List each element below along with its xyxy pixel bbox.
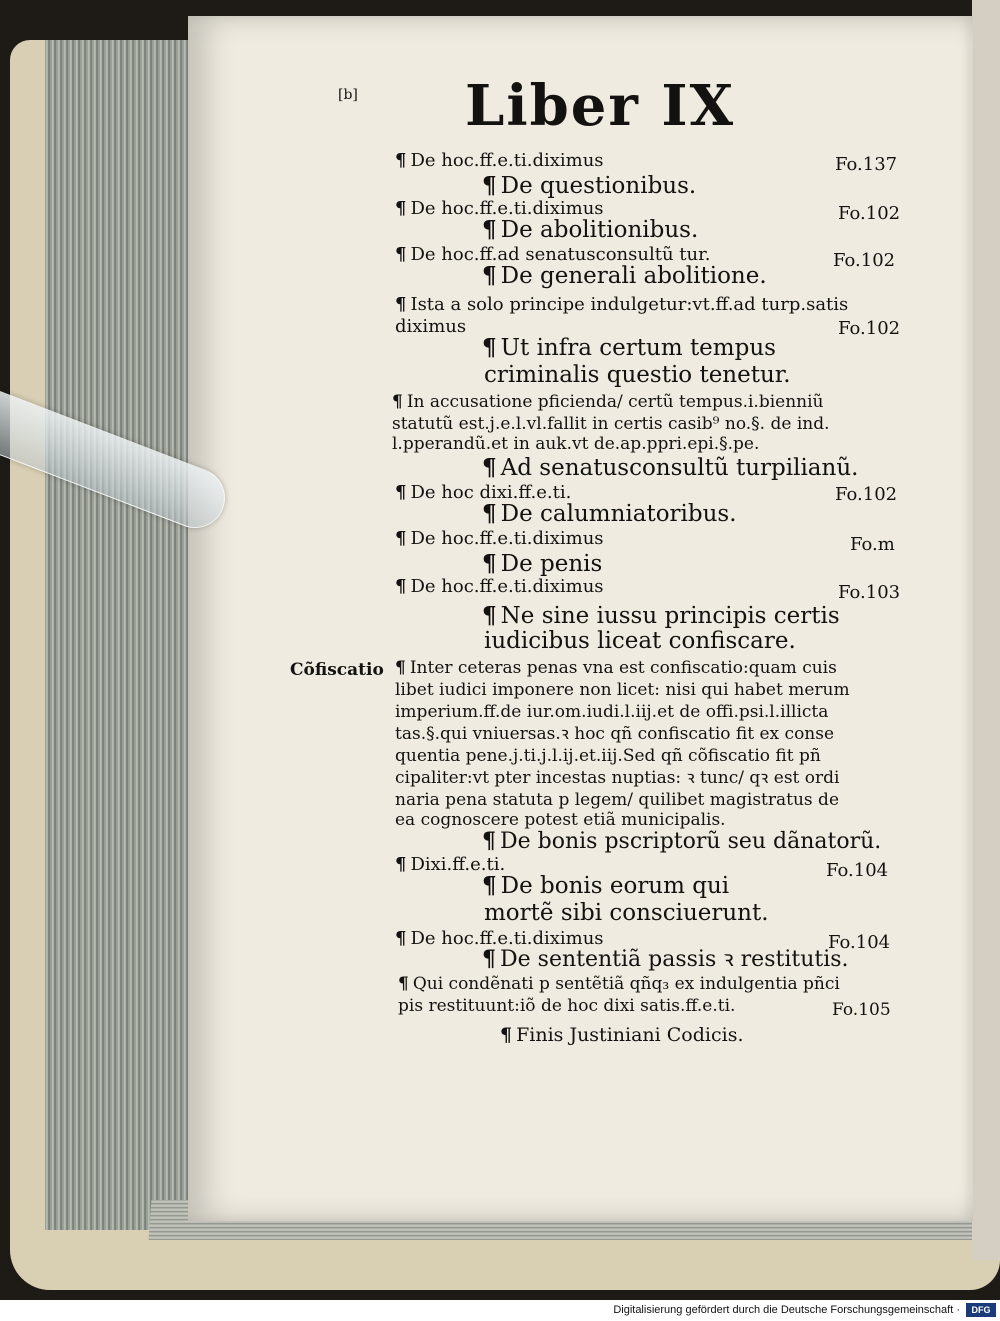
footer-bar: [0, 1300, 1000, 1321]
folio-ref: Fo.104: [828, 932, 891, 953]
pilcrow-icon: ¶: [395, 482, 407, 503]
section-heading: ¶ Ne sine iussu principis certis: [482, 602, 840, 629]
section-heading: ¶ Ut infra certum tempus: [482, 334, 776, 361]
pilcrow-icon: ¶: [395, 658, 406, 678]
pilcrow-icon: ¶: [482, 550, 497, 577]
folio-ref: Fo.102: [838, 203, 901, 224]
section-heading: ¶ De abolitionibus.: [482, 216, 699, 243]
folio-ref: Fo.103: [838, 582, 901, 603]
text-line: ¶ Dixi.ff.e.ti.: [395, 854, 506, 875]
pilcrow-icon: ¶: [395, 528, 407, 549]
text-line: ¶ Qui condẽnati p sentẽtiã qñq₃ ex indulgentia pñci: [398, 974, 840, 994]
section-heading: ¶ De bonis eorum qui: [482, 872, 730, 899]
dfg-logo-icon: DFG: [966, 1303, 996, 1317]
text-line: ¶ In accusatione pficienda/ certũ tempus.i.bienniũ: [392, 392, 824, 412]
pilcrow-icon: ¶: [482, 946, 496, 972]
text-line: ¶ De hoc.ff.e.ti.diximus: [395, 928, 604, 949]
text-line: ¶ De hoc.ff.ad senatusconsultũ tur.: [395, 244, 711, 265]
folio-ref: Fo.104: [826, 860, 889, 881]
text-line: tas.§.qui vniuersas.ꝛ hoc qñ confiscatio fit ex conse: [395, 724, 835, 744]
pilcrow-icon: ¶: [500, 1024, 513, 1046]
folio-ref: Fo.105: [832, 1000, 891, 1020]
pilcrow-icon: ¶: [482, 262, 497, 289]
folio-ref: Fo.102: [835, 484, 898, 505]
pilcrow-icon: ¶: [482, 828, 496, 854]
section-heading: ¶ De penis: [482, 550, 603, 577]
pilcrow-icon: ¶: [482, 872, 497, 899]
section-heading: criminalis questio tenetur.: [484, 362, 791, 388]
text-line: ¶ De hoc dixi.ff.e.ti.: [395, 482, 572, 503]
pilcrow-icon: ¶: [395, 854, 407, 875]
explicit-line: ¶ Finis Justiniani Codicis.: [500, 1024, 744, 1046]
page-stack: [45, 40, 195, 1230]
text-line: ¶ De hoc.ff.e.ti.diximus: [395, 150, 604, 171]
text-line: l.pperandũ.et in auk.vt de.ap.ppri.epi.§.pe.: [392, 434, 760, 454]
text-line: ¶ De hoc.ff.e.ti.diximus: [395, 528, 604, 549]
section-heading: ¶ De questionibus.: [482, 172, 697, 199]
text-line: libet iudici imponere non licet: nisi qui habet merum: [395, 680, 850, 700]
pilcrow-icon: ¶: [482, 216, 497, 243]
text-line: ¶ De hoc.ff.e.ti.diximus: [395, 198, 604, 219]
pilcrow-icon: ¶: [395, 294, 407, 315]
pilcrow-icon: ¶: [482, 500, 497, 527]
folio-ref: Fo.m: [850, 534, 895, 555]
page-title: Liber IX: [465, 73, 736, 139]
pilcrow-icon: ¶: [395, 244, 407, 265]
pilcrow-icon: ¶: [482, 172, 497, 199]
pilcrow-icon: ¶: [398, 974, 409, 994]
text-line: naria pena statuta p legem/ quilibet magistratus de: [395, 790, 840, 810]
text-line: ¶ Inter ceteras penas vna est confiscatio:quam cuis: [395, 658, 837, 678]
folio-ref: Fo.137: [835, 154, 898, 175]
pilcrow-icon: ¶: [482, 334, 497, 361]
pilcrow-icon: ¶: [395, 576, 407, 597]
section-heading: ¶ De sententiã passis ꝛ restitutis.: [482, 946, 849, 972]
pilcrow-icon: ¶: [395, 150, 407, 171]
folio-ref: Fo.102: [833, 250, 896, 271]
section-heading: ¶ Ad senatusconsultũ turpilianũ.: [482, 454, 859, 481]
text-line: quentia pene.j.ti.j.l.ij.et.iij.Sed qñ cõfiscatio fit pñ: [395, 746, 821, 766]
text-line: diximus: [395, 316, 467, 337]
text-line: imperium.ff.de iur.om.iudi.l.iij.et de offi.psi.l.illicta: [395, 702, 829, 722]
pilcrow-icon: ¶: [395, 928, 407, 949]
facing-page-edge: [972, 0, 1000, 1260]
funding-credit: Digitalisierung gefördert durch die Deutsche Forschungsgemeinschaft ·: [613, 1304, 960, 1316]
text-line: statutũ est.j.e.l.vl.fallit in certis casib⁹ no.§. de ind.: [392, 414, 830, 434]
text-line: ¶ Ista a solo principe indulgetur:vt.ff.ad turp.satis: [395, 294, 849, 315]
pilcrow-icon: ¶: [482, 602, 497, 629]
section-heading: ¶ De calumniatoribus.: [482, 500, 737, 527]
text-line: pis restituunt:iõ de hoc dixi satis.ff.e.ti.: [398, 996, 736, 1016]
margin-note: Cõfiscatio: [290, 660, 384, 680]
section-heading: ¶ De generali abolitione.: [482, 262, 767, 289]
pilcrow-icon: ¶: [392, 392, 403, 412]
folio-mark: [b]: [338, 87, 358, 103]
text-line: ¶ De hoc.ff.e.ti.diximus: [395, 576, 604, 597]
section-heading: iudicibus liceat confiscare.: [484, 628, 796, 654]
pilcrow-icon: ¶: [395, 198, 407, 219]
pilcrow-icon: ¶: [482, 454, 497, 481]
text-line: ea cognoscere potest etiã municipalis.: [395, 810, 726, 830]
section-heading: mortẽ sibi consciuerunt.: [484, 900, 769, 926]
text-line: cipaliter:vt pter incestas nuptias: ꝛ tunc/ qꝛ est ordi: [395, 768, 840, 788]
folio-ref: Fo.102: [838, 318, 901, 339]
section-heading: ¶ De bonis pscriptorũ seu dãnatorũ.: [482, 828, 882, 854]
